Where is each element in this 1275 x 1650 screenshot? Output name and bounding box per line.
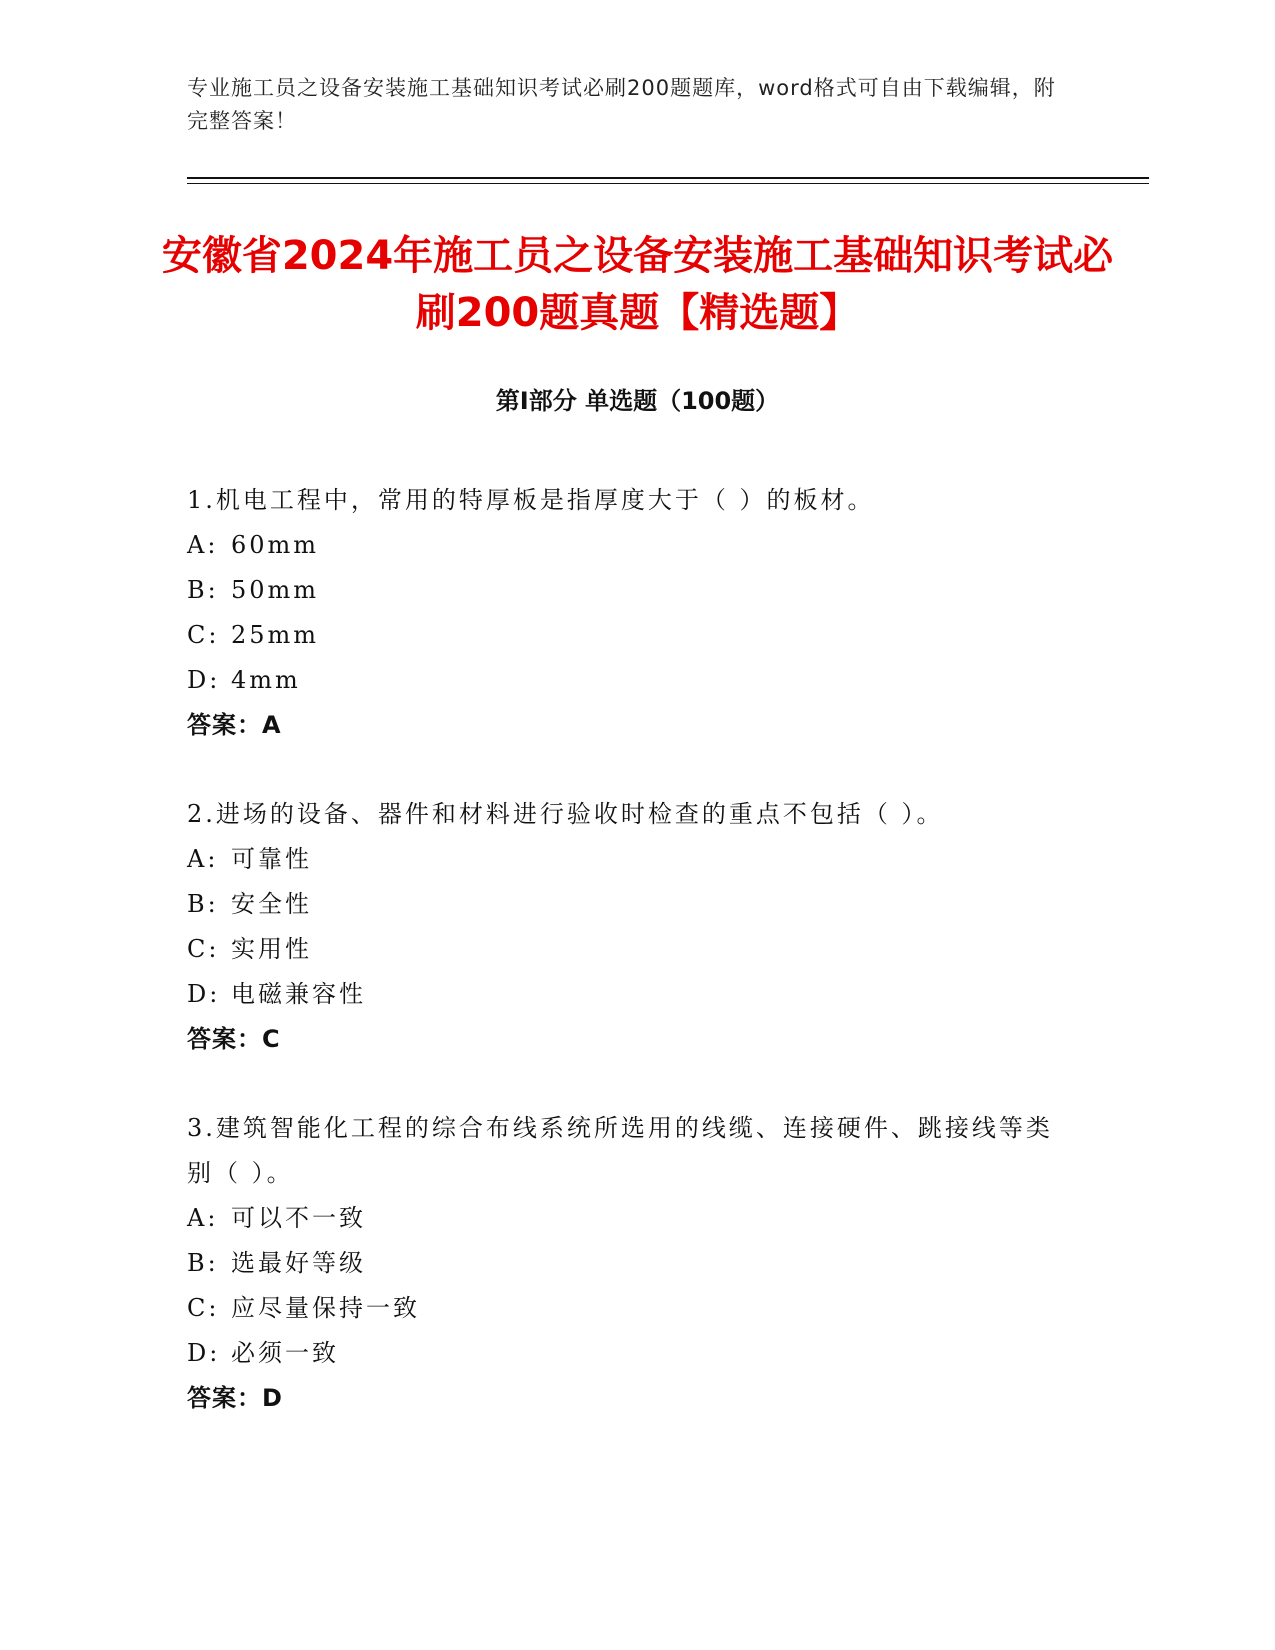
option-b — [187, 882, 1067, 927]
option-text: 60mm — [231, 531, 320, 559]
answer: 答案：C — [187, 1025, 281, 1053]
option-d — [187, 1331, 1067, 1376]
option-letter: C: — [187, 1294, 220, 1322]
document-title: 安徽省2024年施工员之设备安装施工基础知识考试必刷200题真题【精选题】 — [161, 233, 1114, 336]
option-text: 25mm — [231, 621, 320, 649]
question-1 — [187, 478, 1067, 748]
option-text: 应尽量保持一致 — [231, 1294, 420, 1322]
option-c — [187, 613, 1067, 658]
option-text: 安全性 — [231, 890, 312, 918]
option-text: 电磁兼容性 — [231, 980, 366, 1008]
option-a — [187, 1196, 1067, 1241]
option-letter: D: — [187, 1339, 221, 1367]
option-letter: B: — [187, 576, 219, 604]
option-text: 可靠性 — [231, 845, 312, 873]
header-divider-thin — [187, 183, 1149, 184]
option-text: 实用性 — [231, 935, 312, 963]
option-letter: C: — [187, 621, 220, 649]
option-letter: A: — [187, 1204, 219, 1232]
option-a — [187, 837, 1067, 882]
option-letter: B: — [187, 1249, 219, 1277]
header-note: 专业施工员之设备安装施工基础知识考试必刷200题题库，word格式可自由下载编辑，附完整答案！ — [187, 76, 1056, 133]
option-letter: C: — [187, 935, 220, 963]
question-list — [187, 478, 1067, 1465]
option-letter: D: — [187, 666, 221, 694]
option-text: 必须一致 — [231, 1339, 339, 1367]
option-letter: B: — [187, 890, 219, 918]
option-c — [187, 1286, 1067, 1331]
option-letter: D: — [187, 980, 221, 1008]
question-stem: 2.进场的设备、器件和材料进行验收时检查的重点不包括（ ）。 — [187, 800, 944, 828]
question-3 — [187, 1106, 1067, 1421]
option-text: 4mm — [231, 666, 301, 694]
option-letter: A: — [187, 531, 219, 559]
option-b — [187, 1241, 1067, 1286]
option-b — [187, 568, 1067, 613]
option-c — [187, 927, 1067, 972]
option-text: 选最好等级 — [231, 1249, 366, 1277]
section-title: 第Ⅰ部分 单选题（100题） — [495, 387, 780, 415]
answer: 答案：A — [187, 711, 282, 739]
question-2 — [187, 792, 1067, 1062]
question-stem: 1.机电工程中，常用的特厚板是指厚度大于（ ）的板材。 — [187, 486, 875, 514]
option-d — [187, 658, 1067, 703]
option-d — [187, 972, 1067, 1017]
answer: 答案：D — [187, 1384, 283, 1412]
option-letter: A: — [187, 845, 219, 873]
option-a — [187, 523, 1067, 568]
option-text: 50mm — [231, 576, 320, 604]
option-text: 可以不一致 — [231, 1204, 366, 1232]
header-divider-thick — [187, 177, 1149, 179]
question-stem: 3.建筑智能化工程的综合布线系统所选用的线缆、连接硬件、跳接线等类别（ ）。 — [187, 1114, 1053, 1187]
